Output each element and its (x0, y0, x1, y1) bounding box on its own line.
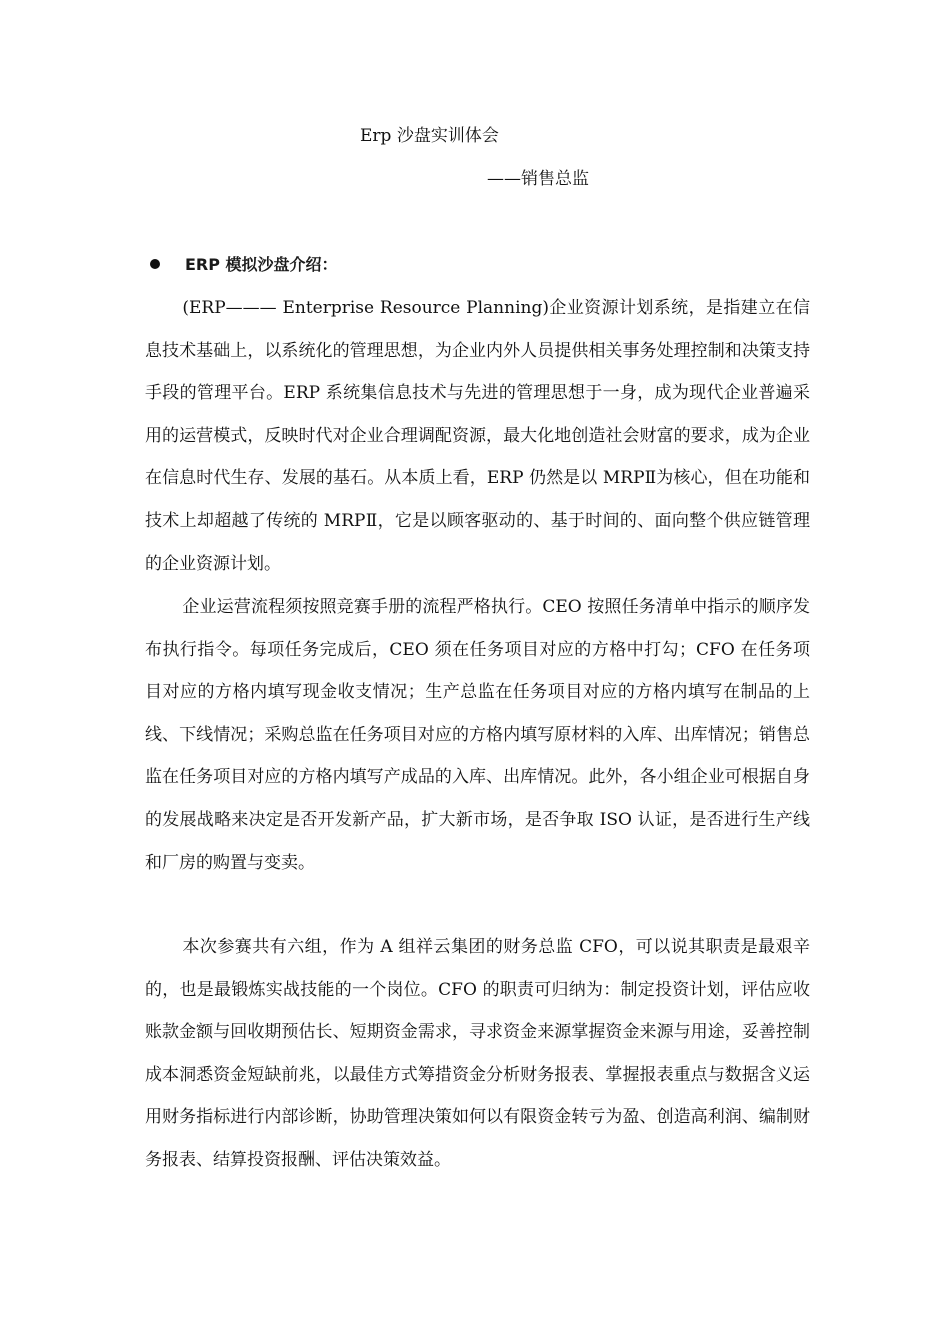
bullet-icon (150, 259, 160, 269)
paragraph-text: 本次参赛共有六组，作为 A 组祥云集团的财务总监 CFO，可以说其职责是最艰辛的，也是最锻炼实战技能的一个岗位。CFO 的职责可归纳为：制定投资计划，评估应收账款金额与回收期预估长、短期资金需求，寻求资金来源掌握资金来源与用途，妥善控制成本洞悉资金短缺前兆，以最佳方式筹措资金分析财务报表、掌握报表重点与数据含义运用财务指标进行内部诊断，协助管理决策如何以有限资金转亏为盈、创造高利润、编制财务报表、结算投资报酬、评估决策效益。 (145, 937, 810, 1170)
section-heading-text: ERP 模拟沙盘介绍： (185, 255, 338, 274)
document-title: Erp 沙盘实训体会 (360, 126, 499, 146)
paragraph-text: 企业运营流程须按照竞赛手册的流程严格执行。CEO 按照任务清单中指示的顺序发布执行指令。每项任务完成后，CEO 须在任务项目对应的方格中打勾；CFO 在任务项目对应的方格内填写现金收支情况；生产总监在任务项目对应的方格内填写在制品的上线、下线情况；采购总监在任务项目对应的方格内填写原材料的入库、出库情况；销售总监在任务项目对应的方格内填写产成品的入库、出库情况。此外，各小组企业可根据自身的发展战略来决定是否开发新产品，扩大新市场，是否争取 ISO 认证，是否进行生产线和厂房的购置与变卖。 (145, 597, 810, 873)
paragraph-cfo-role (145, 926, 810, 1182)
section-heading (150, 253, 338, 277)
document-subtitle: ——销售总监 (487, 169, 589, 189)
paragraph-erp-intro (145, 287, 810, 585)
paragraph-text: (ERP——— Enterprise Resource Planning)企业资源计划系统，是指建立在信息技术基础上，以系统化的管理思想，为企业内外人员提供相关事务处理控制和决策支持手段的管理平台。ERP 系统集信息技术与先进的管理思想于一身，成为现代企业普遍采用的运营模式，反映时代对企业合理调配资源，最大化地创造社会财富的要求，成为企业在信息时代生存、发展的基石。从本质上看，ERP 仍然是以 MRPⅡ为核心，但在功能和技术上却超越了传统的 MRPⅡ，它是以顾客驱动的、基于时间的、面向整个供应链管理的企业资源计划。 (145, 298, 810, 574)
paragraph-process (145, 586, 810, 884)
